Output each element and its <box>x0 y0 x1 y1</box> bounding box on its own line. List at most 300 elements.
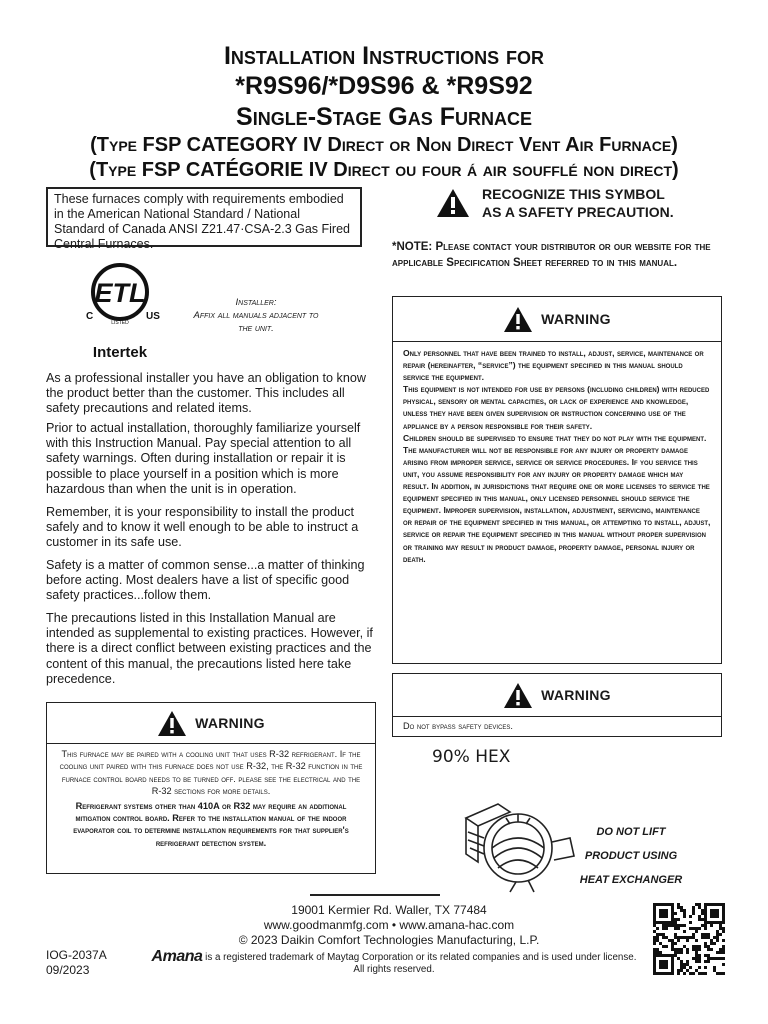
warning-box-personnel <box>392 296 722 664</box>
qr-module <box>716 957 719 960</box>
qr-module <box>665 954 668 957</box>
qr-module <box>665 909 668 912</box>
qr-module <box>659 954 662 957</box>
intro-paragraph-1: As a professional installer you have an obligation to know the product better than the customer. This includes all safety precautions and related items. <box>46 371 366 416</box>
warning-heading: WARNING <box>541 687 611 703</box>
qr-module <box>671 921 674 924</box>
warning-body-paragraph-3: Children should be supervised to ensure that they do not play with the equipment. <box>403 432 707 443</box>
qr-module <box>722 927 725 930</box>
qr-module <box>677 948 680 951</box>
qr-module <box>659 903 662 906</box>
lift-line-1: DO NOT LIFT <box>596 826 666 838</box>
qr-module <box>662 924 665 927</box>
qr-code <box>653 903 725 975</box>
qr-module <box>713 942 716 945</box>
qr-module <box>656 939 659 942</box>
qr-module <box>677 906 680 909</box>
qr-module <box>722 918 725 921</box>
qr-module <box>680 909 683 912</box>
qr-module <box>668 939 671 942</box>
qr-module <box>653 909 656 912</box>
qr-module <box>662 915 665 918</box>
footer-copyright: © 2023 Daikin Comfort Technologies Manufacturing, L.P. <box>238 933 540 947</box>
qr-module <box>716 939 719 942</box>
qr-module <box>653 957 656 960</box>
warning-header <box>393 674 721 716</box>
qr-module <box>671 906 674 909</box>
etl-logo <box>80 262 190 362</box>
heat-exchanger-illustration <box>458 798 578 894</box>
qr-module <box>692 933 695 936</box>
etl-us-text: US <box>146 311 160 322</box>
warning-body-paragraph-1: Only personnel that have been trained to install, adjust, service, maintenance or repair (hereinafter, “service”) the equipment specified in this manual should service the equipment. <box>403 348 704 383</box>
qr-module <box>722 957 725 960</box>
recognize-symbol-text <box>482 185 674 221</box>
qr-module <box>713 969 716 972</box>
intro-paragraph-2: Prior to actual installation, thoroughly familiarize yourself with this Instruction Manual. Pay special attention to all safety warnings. Often during installation or repair it is possible to place yourself in a position which is more hazardous than when the unit is in operation. <box>46 421 361 496</box>
qr-module <box>671 945 674 948</box>
qr-module <box>677 903 680 906</box>
qr-module <box>698 972 701 975</box>
qr-module <box>713 957 716 960</box>
qr-module <box>704 921 707 924</box>
qr-module <box>713 936 716 939</box>
warning-body-paragraph-2: Refrigerant systems other than 410A or R32 may require an additional mitigation control board. Refer to the installation manual of the indoor evaporator coil to determine installation requirements for that supplier's refrigerant detection system. <box>73 800 349 848</box>
qr-module <box>695 927 698 930</box>
trademark-text: is a registered trademark of Maytag Corporation or its related companies and is used under license. <box>205 952 637 963</box>
qr-module <box>662 945 665 948</box>
qr-module <box>710 957 713 960</box>
qr-module <box>722 912 725 915</box>
document-id <box>46 948 107 978</box>
qr-module <box>659 909 662 912</box>
qr-module <box>674 948 677 951</box>
qr-module <box>704 966 707 969</box>
qr-module <box>653 912 656 915</box>
qr-module <box>677 918 680 921</box>
qr-module <box>692 912 695 915</box>
qr-module <box>674 921 677 924</box>
qr-module <box>689 936 692 939</box>
qr-module <box>656 972 659 975</box>
qr-module <box>653 963 656 966</box>
qr-module <box>680 924 683 927</box>
qr-module <box>662 933 665 936</box>
qr-module <box>674 933 677 936</box>
qr-module <box>653 936 656 939</box>
qr-module <box>671 909 674 912</box>
qr-module <box>692 927 695 930</box>
qr-module <box>671 954 674 957</box>
qr-module <box>704 906 707 909</box>
qr-module <box>692 945 695 948</box>
qr-module <box>698 915 701 918</box>
qr-module <box>707 960 710 963</box>
qr-module <box>698 918 701 921</box>
specification-note: *NOTE: Please contact your distributor or our website for the applicable Specification Sheet referred to in this manual. <box>392 241 711 269</box>
qr-module <box>695 939 698 942</box>
qr-module <box>683 963 686 966</box>
qr-module <box>713 909 716 912</box>
qr-module <box>677 972 680 975</box>
qr-module <box>695 945 698 948</box>
qr-module <box>710 924 713 927</box>
trademark-line <box>134 948 654 976</box>
qr-module <box>665 963 668 966</box>
qr-module <box>710 915 713 918</box>
qr-module <box>719 951 722 954</box>
qr-module <box>665 924 668 927</box>
qr-module <box>656 936 659 939</box>
qr-module <box>707 948 710 951</box>
qr-module <box>659 963 662 966</box>
qr-module <box>674 927 677 930</box>
qr-module <box>656 927 659 930</box>
qr-module <box>677 927 680 930</box>
qr-module <box>674 951 677 954</box>
document-date: 09/2023 <box>46 963 90 977</box>
qr-module <box>683 936 686 939</box>
warning-triangle-icon <box>157 710 187 737</box>
intertek-text: Intertek <box>92 344 148 361</box>
qr-module <box>716 915 719 918</box>
installer-note <box>186 296 326 335</box>
qr-module <box>716 951 719 954</box>
qr-module <box>653 966 656 969</box>
qr-module <box>659 972 662 975</box>
qr-module <box>680 951 683 954</box>
qr-module <box>659 951 662 954</box>
qr-module <box>653 903 656 906</box>
qr-module <box>719 924 722 927</box>
qr-module <box>680 969 683 972</box>
compliance-box: These furnaces comply with requirements embodied in the American National Standard / National Standard of Canada ANSI Z21.47·CSA-2.3 Gas Fired Central Furnaces. <box>46 187 362 247</box>
qr-module <box>683 924 686 927</box>
qr-module <box>671 942 674 945</box>
qr-module <box>689 966 692 969</box>
footer-websites: www.goodmanmfg.com • www.amana-hac.com <box>263 918 515 932</box>
qr-module <box>713 966 716 969</box>
qr-module <box>695 948 698 951</box>
qr-module <box>710 948 713 951</box>
qr-module <box>677 969 680 972</box>
qr-module <box>653 960 656 963</box>
qr-module <box>665 912 668 915</box>
etl-c-text: C <box>86 311 94 322</box>
qr-module <box>719 927 722 930</box>
qr-module <box>680 936 683 939</box>
qr-module <box>704 972 707 975</box>
warning-body: Do not bypass safety devices. <box>393 716 721 735</box>
qr-module <box>659 960 662 963</box>
qr-module <box>710 921 713 924</box>
qr-module <box>659 966 662 969</box>
qr-module <box>653 924 656 927</box>
qr-module <box>677 957 680 960</box>
qr-module <box>671 903 674 906</box>
qr-module <box>698 948 701 951</box>
qr-module <box>662 912 665 915</box>
qr-module <box>656 933 659 936</box>
qr-module <box>701 924 704 927</box>
subtitle-english: (Type FSP CATEGORY IV Direct or Non Direct Vent Air Furnace) <box>90 134 678 156</box>
qr-module <box>662 903 665 906</box>
qr-module <box>698 966 701 969</box>
qr-module <box>716 933 719 936</box>
qr-module <box>653 969 656 972</box>
qr-module <box>683 912 686 915</box>
qr-module <box>686 963 689 966</box>
qr-module <box>722 930 725 933</box>
qr-module <box>707 921 710 924</box>
warning-header <box>393 297 721 341</box>
rights-text: All rights reserved. <box>353 964 435 975</box>
qr-module <box>695 954 698 957</box>
qr-module <box>719 972 722 975</box>
qr-module <box>722 939 725 942</box>
qr-module <box>659 921 662 924</box>
qr-module <box>686 960 689 963</box>
qr-module <box>701 918 704 921</box>
lift-line-3: HEAT EXCHANGER <box>579 874 683 886</box>
warning-box-bypass <box>392 673 722 737</box>
qr-module <box>698 906 701 909</box>
qr-module <box>701 972 704 975</box>
qr-module <box>665 903 668 906</box>
qr-module <box>704 942 707 945</box>
qr-module <box>671 972 674 975</box>
qr-module <box>704 915 707 918</box>
qr-module <box>710 942 713 945</box>
warning-body <box>393 341 721 570</box>
qr-module <box>707 933 710 936</box>
qr-module <box>674 936 677 939</box>
qr-module <box>659 933 662 936</box>
qr-module <box>701 912 704 915</box>
qr-module <box>665 915 668 918</box>
warning-header <box>47 703 375 743</box>
qr-module <box>668 972 671 975</box>
qr-module <box>671 960 674 963</box>
qr-module <box>692 909 695 912</box>
qr-module <box>701 909 704 912</box>
qr-module <box>683 945 686 948</box>
qr-module <box>704 933 707 936</box>
qr-module <box>659 915 662 918</box>
qr-module <box>692 906 695 909</box>
qr-module <box>671 957 674 960</box>
installer-label: Installer: <box>235 297 277 308</box>
qr-module <box>653 915 656 918</box>
qr-module <box>698 945 701 948</box>
etl-listed-text: LISTED <box>111 320 129 326</box>
qr-module <box>704 924 707 927</box>
qr-module <box>683 930 686 933</box>
qr-module <box>692 957 695 960</box>
installer-text: Affix all manuals adjacent to the unit. <box>193 310 319 334</box>
qr-module <box>695 957 698 960</box>
qr-module <box>677 936 680 939</box>
qr-module <box>653 918 656 921</box>
qr-module <box>716 921 719 924</box>
lift-line-2: PRODUCT USING <box>584 850 678 862</box>
qr-module <box>689 927 692 930</box>
warning-body <box>47 743 375 853</box>
qr-module <box>704 945 707 948</box>
qr-module <box>689 921 692 924</box>
qr-module <box>671 963 674 966</box>
qr-module <box>713 915 716 918</box>
qr-module <box>662 936 665 939</box>
qr-module <box>719 903 722 906</box>
qr-module <box>704 909 707 912</box>
qr-module <box>683 915 686 918</box>
qr-module <box>716 909 719 912</box>
hex-label: 90% HEX <box>432 747 511 767</box>
qr-module <box>710 909 713 912</box>
title-models: *R9S96/*D9S96 & *R9S92 <box>235 72 533 100</box>
qr-module <box>704 903 707 906</box>
qr-module <box>662 966 665 969</box>
qr-module <box>665 927 668 930</box>
qr-module <box>707 936 710 939</box>
qr-module <box>716 912 719 915</box>
qr-module <box>704 927 707 930</box>
qr-module <box>722 915 725 918</box>
document-number: IOG-2037A <box>46 948 107 962</box>
subtitle-french: (Type FSP CATÉGORIE IV Direct ou four á air soufflé non direct) <box>89 159 679 181</box>
qr-module <box>716 972 719 975</box>
recognize-line-1: RECOGNIZE THIS SYMBOL <box>482 186 665 202</box>
footer-divider <box>310 894 440 896</box>
qr-module <box>710 903 713 906</box>
qr-module <box>716 930 719 933</box>
qr-module <box>719 948 722 951</box>
qr-module <box>668 903 671 906</box>
qr-module <box>680 960 683 963</box>
qr-module <box>722 963 725 966</box>
qr-module <box>695 930 698 933</box>
qr-module <box>653 906 656 909</box>
qr-module <box>671 915 674 918</box>
qr-module <box>662 927 665 930</box>
qr-module <box>704 918 707 921</box>
qr-module <box>698 957 701 960</box>
qr-module <box>662 954 665 957</box>
qr-module <box>713 921 716 924</box>
qr-module <box>653 939 656 942</box>
intro-paragraph-4: Safety is a matter of common sense...a matter of thinking before acting. Most dealers have a list of specific good safety practices...follow them. <box>46 558 365 603</box>
qr-module <box>668 954 671 957</box>
qr-module <box>713 903 716 906</box>
qr-module <box>707 945 710 948</box>
warning-box-refrigerant <box>46 702 376 874</box>
do-not-lift-note <box>576 820 686 892</box>
warning-body-paragraph-1: This furnace may be paired with a cooling unit that uses R-32 refrigerant. If the cooling unit paired with this furnace does not use R-32, the R-32 function in the furnace control board needs to be turned off. please see the electrical and the R-32 sections for more details. <box>59 749 363 797</box>
qr-module <box>668 921 671 924</box>
qr-module <box>683 909 686 912</box>
qr-module <box>701 933 704 936</box>
warning-heading: WARNING <box>541 311 611 327</box>
qr-module <box>722 903 725 906</box>
qr-code-icon <box>653 903 725 975</box>
qr-module <box>665 960 668 963</box>
qr-module <box>671 948 674 951</box>
qr-module <box>674 924 677 927</box>
qr-module <box>707 957 710 960</box>
warning-body-paragraph-2: This equipment is not intended for use by persons (including children) with reduced physical, sensory or mental capacities, or lack of experience and knowledge, unless they have been given supervision or instruction concerning use of the appliance by a person responsible for their safety. <box>403 384 710 431</box>
qr-module <box>686 936 689 939</box>
qr-module <box>686 939 689 942</box>
qr-module <box>653 954 656 957</box>
qr-module <box>665 945 668 948</box>
qr-module <box>671 939 674 942</box>
etl-mark-text: ETL <box>94 278 146 308</box>
qr-module <box>722 948 725 951</box>
qr-module <box>674 918 677 921</box>
title-line-3: Single-Stage Gas Furnace <box>236 103 532 131</box>
qr-module <box>662 960 665 963</box>
qr-module <box>659 912 662 915</box>
qr-module <box>713 912 716 915</box>
qr-module <box>716 936 719 939</box>
qr-module <box>671 969 674 972</box>
qr-module <box>662 972 665 975</box>
qr-module <box>671 912 674 915</box>
qr-module <box>698 927 701 930</box>
qr-module <box>716 903 719 906</box>
qr-module <box>722 945 725 948</box>
qr-module <box>656 948 659 951</box>
qr-module <box>656 954 659 957</box>
qr-module <box>722 921 725 924</box>
qr-module <box>686 951 689 954</box>
title-line-1: Installation Instructions for <box>223 42 545 70</box>
qr-module <box>662 963 665 966</box>
recognize-line-2: AS A SAFETY PRECAUTION. <box>482 204 674 220</box>
warning-triangle-icon <box>436 188 470 218</box>
qr-module <box>668 924 671 927</box>
qr-module <box>722 951 725 954</box>
warning-heading: WARNING <box>195 715 265 731</box>
qr-module <box>683 972 686 975</box>
qr-module <box>656 903 659 906</box>
heat-exchanger-icon <box>458 798 578 894</box>
qr-module <box>689 915 692 918</box>
qr-module <box>698 903 701 906</box>
qr-module <box>692 948 695 951</box>
qr-module <box>653 921 656 924</box>
qr-module <box>722 972 725 975</box>
qr-module <box>665 921 668 924</box>
qr-module <box>659 942 662 945</box>
warning-body-paragraph-4: The manufacturer will not be responsible for any injury or property damage arising from improper service, service or service procedures. If you service this unit, you assume responsibility for any injury or property damage which may result. In addition, in jurisdictions that require one or more licenses to service the equipment specified in this manual, only licensed personnel should service the equipment. Improper supervision, installation, adjustment, servicing, maintenance or repair of the equipment specified in this manual, or attempting to install, adjust, service or repair the equipment specified in this manual without proper supervision or training may result in product damage, property damage, personal injury or death. <box>403 444 711 564</box>
safety-symbol <box>436 188 470 223</box>
qr-module <box>719 933 722 936</box>
qr-module <box>692 972 695 975</box>
qr-module <box>704 954 707 957</box>
qr-module <box>653 930 656 933</box>
qr-module <box>704 912 707 915</box>
qr-module <box>674 954 677 957</box>
qr-module <box>680 906 683 909</box>
qr-module <box>698 960 701 963</box>
qr-module <box>680 948 683 951</box>
qr-module <box>686 969 689 972</box>
qr-module <box>722 909 725 912</box>
qr-module <box>707 903 710 906</box>
qr-module <box>653 948 656 951</box>
